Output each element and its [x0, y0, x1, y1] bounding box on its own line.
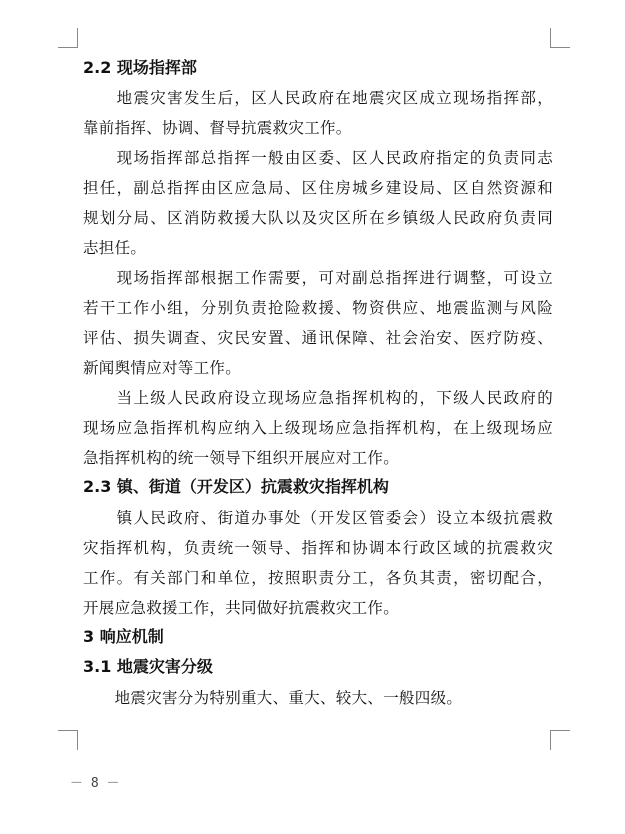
paragraph-line: 评估、损失调查、灾民安置、通讯保障、社会治安、医疗防疫、 [83, 329, 553, 347]
paragraph-line: 规划分局、区消防救援大队以及灾区所在乡镇级人民政府负责同 [83, 209, 553, 227]
section-heading-2-2: 2.2 现场指挥部 [83, 58, 197, 77]
paragraph-line: 急指挥机构的统一领导下组织开展应对工作。 [83, 449, 400, 467]
paragraph-line: 新闻舆情应对等工作。 [83, 359, 242, 377]
crop-mark-bottom-left-h [58, 730, 78, 731]
crop-mark-bottom-right-h [550, 730, 570, 731]
paragraph-line: 当上级人民政府设立现场应急指挥机构的，下级人民政府的 [83, 389, 553, 407]
section-heading-3: 3 响应机制 [83, 627, 164, 646]
paragraph-line: 地震灾害发生后，区人民政府在地震灾区成立现场指挥部， [83, 89, 553, 107]
paragraph-line: 现场指挥部根据工作需要，可对副总指挥进行调整，可设立 [83, 269, 553, 287]
paragraph-line: 靠前指挥、协调、督导抗震救灾工作。 [83, 119, 352, 137]
page-number: － 8 － [70, 776, 120, 791]
paragraph-line: 工作。有关部门和单位，按照职责分工，各负其责，密切配合， [83, 569, 553, 587]
crop-mark-top-right-h [550, 47, 570, 48]
paragraph-line: 现场指挥部总指挥一般由区委、区人民政府指定的负责同志 [83, 149, 553, 167]
paragraph-line: 开展应急救援工作，共同做好抗震救灾工作。 [83, 599, 400, 617]
paragraph-line: 若干工作小组，分别负责抢险救援、物资供应、地震监测与风险 [83, 299, 553, 317]
crop-mark-top-right-v [550, 28, 551, 48]
paragraph-line: 现场应急指挥机构应纳入上级现场应急指挥机构，在上级现场应 [83, 419, 553, 437]
paragraph-line: 志担任。 [83, 239, 147, 257]
crop-mark-bottom-right-v [550, 730, 551, 750]
paragraph-line: 地震灾害分为特别重大、重大、较大、一般四级。 [83, 689, 463, 707]
paragraph-line: 灾指挥机构，负责统一领导、指挥和协调本行政区域的抗震救灾 [83, 539, 553, 557]
paragraph-line: 担任，副总指挥由区应急局、区住房城乡建设局、区自然资源和 [83, 179, 553, 197]
section-heading-2-3: 2.3 镇、街道（开发区）抗震救灾指挥机构 [83, 477, 389, 496]
paragraph-line: 镇人民政府、街道办事处（开发区管委会）设立本级抗震救 [83, 509, 553, 527]
section-heading-3-1: 3.1 地震灾害分级 [83, 657, 213, 676]
crop-mark-top-left-v [77, 28, 78, 48]
crop-mark-top-left-h [58, 47, 78, 48]
crop-mark-bottom-left-v [77, 730, 78, 750]
